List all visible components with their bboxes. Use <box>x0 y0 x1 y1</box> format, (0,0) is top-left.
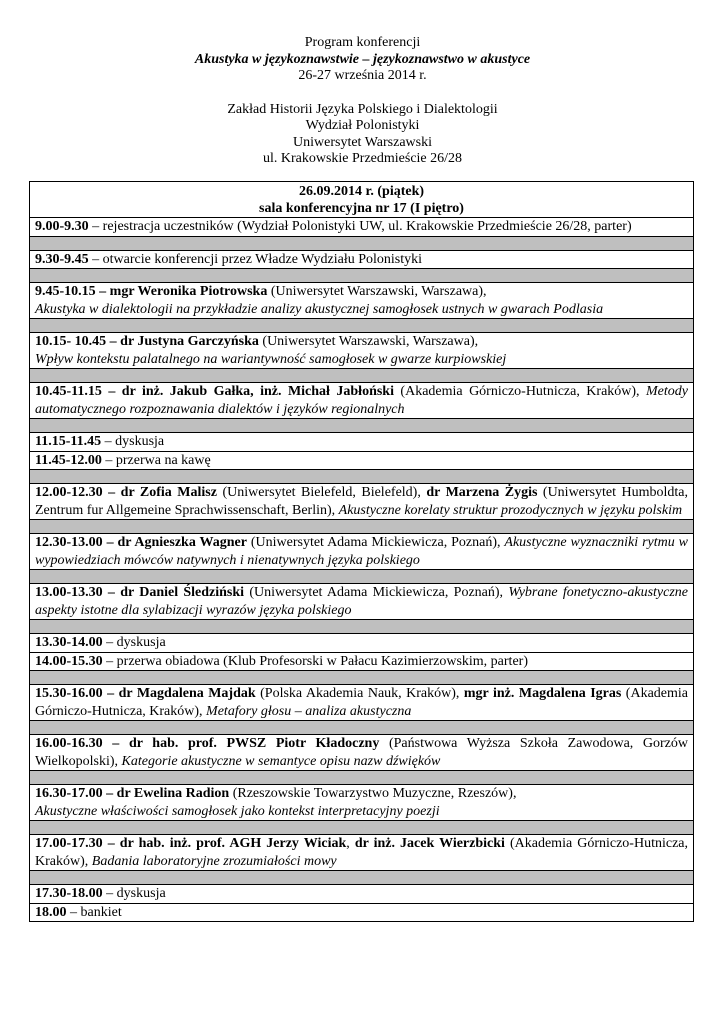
session-row <box>30 250 694 269</box>
session-row <box>30 451 694 470</box>
session-dash: – <box>102 686 119 701</box>
department: Zakład Historii Języka Polskiego i Dialektologii <box>227 101 498 117</box>
session-affiliation-2: (Uniwersytet Humboldta, Zentrum fur Allgemeine Sprachwissenschaft, Berlin), <box>35 485 688 518</box>
session-topic: Metody automatycznego rozpoznawania dialektów i języków regionalnych <box>35 384 688 417</box>
session-dash: – <box>101 384 122 399</box>
document-header <box>0 0 725 168</box>
session-time: 10.15- 10.45 <box>35 334 107 349</box>
university: Uniwersytet Warszawski <box>293 134 432 150</box>
session-time: 15.30-16.00 <box>35 686 103 701</box>
separator-row <box>30 369 694 383</box>
session-speaker: dr hab. prof. PWSZ Piotr Kładoczny <box>128 736 380 751</box>
session-speaker: dr Magdalena Majdak <box>118 686 256 701</box>
program-label: Program konferencji <box>304 35 421 50</box>
session-time: 14.00-15.30 <box>35 653 103 669</box>
conference-dates: 26-27 września 2014 r. <box>298 68 427 83</box>
separator-row <box>30 721 694 735</box>
session-row <box>30 634 694 653</box>
session-affiliation: (Uniwersytet Warszawski, Warszawa), <box>267 284 487 299</box>
schedule-table <box>29 181 694 922</box>
session-text: – bankiet <box>66 904 122 920</box>
session-time: 17.30-18.00 <box>35 886 103 901</box>
session-speaker: dr Agnieszka Wagner <box>117 535 247 550</box>
session-affiliation: (Rzeszowskie Towarzystwo Muzyczne, Rzeszów), <box>229 786 517 801</box>
session-row <box>30 885 694 904</box>
session-text: – dyskusja <box>102 635 166 650</box>
session-affiliation: (Uniwersytet Adama Mickiewicza, Poznań), <box>246 535 505 550</box>
session-time: 9.45-10.15 <box>35 284 96 299</box>
separator-row <box>30 269 694 283</box>
session-text: – dyskusja <box>101 434 165 449</box>
session-row <box>30 218 694 237</box>
session-time: 13.00-13.30 <box>35 585 103 600</box>
session-affiliation: (Uniwersytet Adama Mickiewicza, Poznań), <box>244 585 509 600</box>
separator-row <box>30 319 694 333</box>
session-topic: Badania laboratoryjne zrozumiałości mowy <box>91 853 337 869</box>
day-header-row <box>30 182 694 218</box>
session-text: – otwarcie konferencji przez Władze Wydziału Polonistyki <box>88 251 423 267</box>
session-affiliation-2: (Akademia Górniczo-Hutnicza, Kraków), <box>35 836 689 869</box>
session-time: 17.00-17.30 <box>35 836 103 851</box>
session-row <box>30 735 694 771</box>
session-text: – przerwa na kawę <box>101 452 211 468</box>
session-time: 10.45-11.15 <box>35 384 102 399</box>
session-dash: – <box>95 284 110 299</box>
session-affiliation: (Akademia Górniczo-Hutnicza, Kraków), <box>393 384 647 399</box>
session-topic: Metafory głosu – analiza akustyczna <box>206 703 412 719</box>
session-time: 9.30-9.45 <box>35 251 89 267</box>
session-topic: Wpływ kontekstu palatalnego na wariantywność samogłosek w gwarze kurpiowskiej <box>35 351 507 367</box>
session-row <box>30 333 694 369</box>
session-row <box>30 652 694 671</box>
session-speaker: mgr Weronika Piotrowska <box>109 284 268 299</box>
session-affiliation: , <box>346 836 355 851</box>
session-time: 16.30-17.00 <box>35 786 103 801</box>
session-affiliation: (Uniwersytet Warszawski, Warszawa), <box>258 334 479 349</box>
separator-row <box>30 520 694 534</box>
session-speaker: dr hab. inż. prof. AGH Jerzy Wiciak <box>119 836 347 851</box>
session-speaker-2: dr inż. Jacek Wierzbicki <box>354 836 505 851</box>
session-row <box>30 484 694 520</box>
session-row <box>30 584 694 620</box>
session-time: 12.30-13.00 <box>35 535 103 550</box>
session-text: – dyskusja <box>102 886 166 901</box>
session-row <box>30 383 694 419</box>
session-row <box>30 433 694 452</box>
session-time: 11.15-11.45 <box>35 434 102 449</box>
separator-row <box>30 470 694 484</box>
session-time: 11.45-12.00 <box>35 452 102 468</box>
session-affiliation-2: (Akademia Górniczo-Hutnicza, Kraków), <box>35 686 688 719</box>
session-row <box>30 785 694 821</box>
session-time: 18.00 <box>35 904 67 920</box>
separator-row <box>30 236 694 250</box>
session-dash: – <box>102 585 121 600</box>
session-time: 16.00-16.30 <box>35 736 103 751</box>
session-dash: – <box>102 786 117 801</box>
session-row <box>30 685 694 721</box>
session-topic: Wybrane fonetyczno-akustyczne aspekty istotne dla sylabizacji wyrazów języka polskiego <box>35 585 689 618</box>
session-dash: – <box>102 535 118 550</box>
session-speaker: dr Justyna Garczyńska <box>120 334 259 349</box>
session-speaker: dr Daniel Śledziński <box>120 585 245 600</box>
session-speaker: dr Zofia Malisz <box>120 485 217 500</box>
session-topic: Kategorie akustyczne w semantyce opisu nazw dźwięków <box>121 753 441 769</box>
session-row <box>30 903 694 922</box>
session-dash: – <box>106 334 121 349</box>
session-time: 9.00-9.30 <box>35 219 89 234</box>
session-text: – rejestracja uczestników (Wydział Polonistyki UW, ul. Krakowskie Przedmieście 26/28, parter) <box>88 219 632 234</box>
session-speaker: dr inż. Jakub Gałka, inż. Michał Jabłoński <box>121 384 394 399</box>
session-dash: – <box>102 836 120 851</box>
session-affiliation: (Państwowa Wyższa Szkoła Zawodowa, Gorzów Wielkopolski), <box>35 736 689 769</box>
session-row <box>30 283 694 319</box>
session-affiliation: (Polska Akademia Nauk, Kraków), <box>255 686 464 701</box>
separator-row <box>30 821 694 835</box>
session-affiliation: (Uniwersytet Bielefeld, Bielefeld), <box>216 485 427 500</box>
session-time: 13.30-14.00 <box>35 635 103 650</box>
session-topic: Akustyczne wyznaczniki rytmu w wypowiedziach mówców natywnych i nienatywnych języka polskiego <box>35 535 688 568</box>
day-room: sala konferencyjna nr 17 (I piętro) <box>259 201 464 216</box>
session-speaker-2: dr Marzena Żygis <box>426 485 538 500</box>
session-topic: Akustyka w dialektologii na przykładzie analizy akustycznej samogłosek ustnych w gwarach Podlasia <box>35 301 604 317</box>
faculty: Wydział Polonistyki <box>305 118 420 133</box>
session-topic: Akustyczne korelaty struktur prozodycznych w języku polskim <box>338 502 683 518</box>
session-dash: – <box>102 736 129 751</box>
separator-row <box>30 871 694 885</box>
address: ul. Krakowskie Przedmieście 26/28 <box>262 151 463 166</box>
session-speaker: dr Ewelina Radion <box>116 786 230 801</box>
conference-title: Akustyka w językoznawstwie – językoznawstwo w akustyce <box>194 51 531 67</box>
separator-row <box>30 620 694 634</box>
separator-row <box>30 771 694 785</box>
session-time: 12.00-12.30 <box>35 485 103 500</box>
session-dash: – <box>102 485 121 500</box>
separator-row <box>30 570 694 584</box>
session-row <box>30 835 694 871</box>
session-row <box>30 534 694 570</box>
session-text: – przerwa obiadowa (Klub Profesorski w Pałacu Kazimierzowskim, parter) <box>102 653 528 669</box>
session-speaker-2: mgr inż. Magdalena Igras <box>463 686 622 701</box>
session-topic: Akustyczne właściwości samogłosek jako kontekst interpretacyjny poezji <box>35 803 440 819</box>
separator-row <box>30 671 694 685</box>
day-date: 26.09.2014 r. (piątek) <box>298 184 425 199</box>
separator-row <box>30 419 694 433</box>
